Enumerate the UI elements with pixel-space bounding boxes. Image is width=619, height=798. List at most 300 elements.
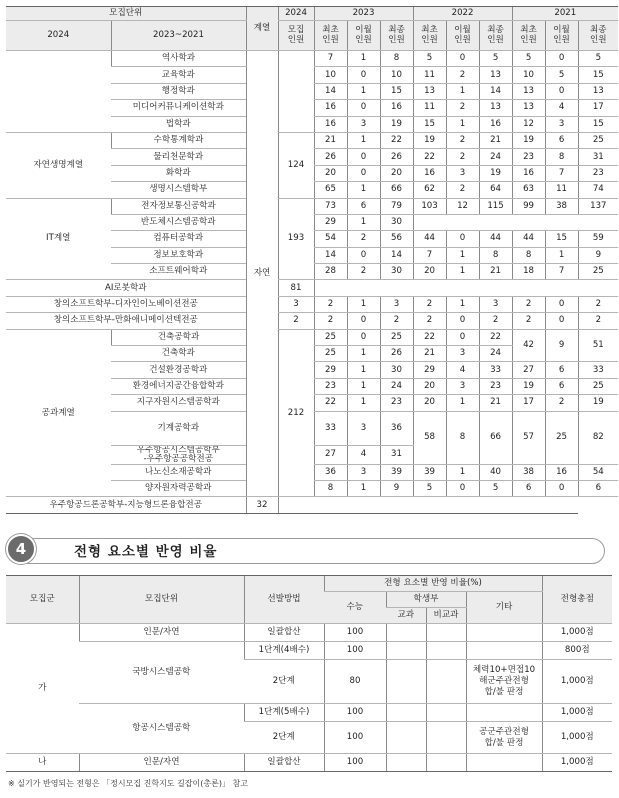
initial-2022: 44 xyxy=(413,231,446,247)
non-curricular-cell xyxy=(426,754,466,772)
initial-2022: 58 xyxy=(413,411,446,464)
transferred-2022: 0 xyxy=(446,481,479,497)
unit-name: 창의소프트학부-디자인이노베이션전공 xyxy=(6,296,246,312)
initial-2023: 73 xyxy=(314,198,347,214)
other-cell xyxy=(466,642,542,660)
transferred-2023: 3 xyxy=(347,411,380,445)
unit-cell: 인문/자연 xyxy=(79,754,244,772)
recruit-count: 81 xyxy=(278,280,314,296)
header-student-record: 학생부 xyxy=(386,592,466,608)
group-label: 자연생명계열 xyxy=(6,132,111,198)
initial-2021: 8 xyxy=(512,247,545,263)
final-2023: 8 xyxy=(380,51,413,67)
initial-2021: 12 xyxy=(512,116,545,132)
transferred-2023: 4 xyxy=(347,445,380,464)
unit-name: 우주항공시스템공학부 -우주항공공학전공 xyxy=(111,445,246,464)
transferred-2021: 3 xyxy=(545,116,578,132)
header-final: 최종 인원 xyxy=(479,21,512,51)
header-non-curricular: 비교과 xyxy=(426,608,466,624)
transferred-2021: 0 xyxy=(545,313,578,329)
transferred-2022: 1 xyxy=(446,395,479,411)
initial-2023: 14 xyxy=(314,247,347,263)
initial-2022: 21 xyxy=(413,346,446,362)
transferred-2023: 0 xyxy=(347,247,380,263)
final-2021: 33 xyxy=(578,362,618,378)
initial-2021: 42 xyxy=(512,329,545,362)
transferred-2022: 4 xyxy=(446,362,479,378)
initial-2021: 23 xyxy=(512,149,545,165)
transferred-2023: 1 xyxy=(347,346,380,362)
final-2023: 19 xyxy=(380,116,413,132)
group-label: 공과계열 xyxy=(6,329,111,497)
empty-cell xyxy=(314,280,618,296)
transferred-2021: 25 xyxy=(545,411,578,464)
header-transferred: 이월 인원 xyxy=(347,21,380,51)
header-ratio: 전형 요소별 반영 비율(%) xyxy=(324,576,542,592)
table-row xyxy=(6,497,618,513)
initial-2022: 39 xyxy=(413,464,446,480)
final-2022: 64 xyxy=(479,182,512,198)
transferred-2021: 0 xyxy=(545,481,578,497)
initial-2022: 16 xyxy=(413,165,446,181)
recruit-count: 193 xyxy=(278,198,314,280)
initial-2023: 10 xyxy=(314,67,347,83)
initial-2022: 20 xyxy=(413,264,446,280)
empty-cell xyxy=(278,497,578,513)
unit-name: 물리천문학과 xyxy=(111,149,246,165)
total-cell: 1,000점 xyxy=(542,754,612,772)
method-cell: 일괄합산 xyxy=(244,624,324,642)
group-na: 나 xyxy=(6,754,79,772)
transferred-2023: 1 xyxy=(347,378,380,394)
initial-2023: 25 xyxy=(314,346,347,362)
transferred-2022: 8 xyxy=(446,411,479,464)
final-2023: 20 xyxy=(380,165,413,181)
transferred-2022: 1 xyxy=(446,247,479,263)
transferred-2022: 1 xyxy=(446,264,479,280)
transferred-2021: 15 xyxy=(545,231,578,247)
unit-cell: 인문/자연 xyxy=(79,624,244,642)
final-2021: 74 xyxy=(578,182,618,198)
method-cell: 1단계(4배수) xyxy=(244,642,324,660)
unit-name: 건축학과 xyxy=(111,346,246,362)
final-2022: 5 xyxy=(479,51,512,67)
transferred-2022: 2 xyxy=(446,67,479,83)
recruit-count: 212 xyxy=(278,329,314,497)
table-row xyxy=(6,280,618,296)
final-2022: 44 xyxy=(479,231,512,247)
final-2022: 21 xyxy=(479,132,512,148)
empty-cell xyxy=(413,214,618,230)
initial-2023: 20 xyxy=(314,165,347,181)
final-2023: 30 xyxy=(380,214,413,230)
initial-2023: 14 xyxy=(314,83,347,99)
header-col-2024: 2024 xyxy=(6,21,111,51)
unit-name: 나노신소재공학과 xyxy=(111,464,246,480)
header-suneung: 수능 xyxy=(324,592,386,624)
final-2022: 115 xyxy=(479,198,512,214)
transferred-2021: 38 xyxy=(545,198,578,214)
unit-name: 지구자원시스템공학과 xyxy=(111,395,246,411)
final-2022: 19 xyxy=(479,165,512,181)
non-curricular-cell xyxy=(426,642,466,660)
initial-2022: 19 xyxy=(413,132,446,148)
initial-2023: 33 xyxy=(314,411,347,445)
header-method: 선발방법 xyxy=(244,576,324,624)
unit-name: 정보보호학과 xyxy=(111,247,246,263)
final-2021: 82 xyxy=(578,411,618,464)
transferred-2022: 0 xyxy=(446,329,479,345)
transferred-2021: 6 xyxy=(545,132,578,148)
initial-2023: 22 xyxy=(314,395,347,411)
initial-2022: 7 xyxy=(413,247,446,263)
unit-cell: 항공시스템공학 xyxy=(79,704,244,754)
final-2021: 6 xyxy=(578,481,618,497)
selection-ratio-table xyxy=(6,575,612,772)
method-cell: 일괄합산 xyxy=(244,754,324,772)
initial-2021: 19 xyxy=(512,378,545,394)
other-cell xyxy=(466,704,542,722)
initial-2022: 62 xyxy=(413,182,446,198)
final-2022: 21 xyxy=(479,395,512,411)
final-2022: 22 xyxy=(479,329,512,345)
final-2021: 25 xyxy=(578,378,618,394)
transferred-2021: 6 xyxy=(545,362,578,378)
unit-name: 반도체시스템공학과 xyxy=(111,214,246,230)
header-final: 최종 인원 xyxy=(578,21,618,51)
header-other: 기타 xyxy=(466,592,542,624)
header-year-2023: 2023 xyxy=(314,7,413,21)
unit-name: 미디어커뮤니케이션학과 xyxy=(111,100,246,116)
initial-2021: 13 xyxy=(512,100,545,116)
initial-2021: 57 xyxy=(512,411,545,464)
other-cell: 체력10+면접10 해군주관전형 합/불 판정 xyxy=(466,660,542,704)
group-label xyxy=(6,51,111,133)
recruit-count: 2 xyxy=(278,313,314,329)
unit-name: 법학과 xyxy=(111,116,246,132)
recruit-count: 124 xyxy=(278,132,314,198)
transferred-2022: 1 xyxy=(446,116,479,132)
header-year-2024: 2024 xyxy=(278,7,314,21)
initial-2023: 21 xyxy=(314,132,347,148)
table-row xyxy=(6,313,618,329)
initial-2022: 20 xyxy=(413,395,446,411)
initial-2021: 10 xyxy=(512,67,545,83)
transferred-2021: 9 xyxy=(545,329,578,362)
suneung-cell: 100 xyxy=(324,722,386,754)
final-2022: 3 xyxy=(479,296,512,312)
transferred-2023: 1 xyxy=(347,182,380,198)
initial-2021: 5 xyxy=(512,51,545,67)
header-final: 최종 인원 xyxy=(380,21,413,51)
total-cell: 1,000점 xyxy=(542,624,612,642)
suneung-cell: 100 xyxy=(324,704,386,722)
table-row xyxy=(6,51,618,67)
transferred-2023: 0 xyxy=(347,149,380,165)
final-2022: 21 xyxy=(479,264,512,280)
initial-2021: 27 xyxy=(512,362,545,378)
transferred-2023: 1 xyxy=(347,51,380,67)
transferred-2023: 1 xyxy=(347,83,380,99)
initial-2023: 16 xyxy=(314,100,347,116)
unit-name: 생명시스템학부 xyxy=(111,182,246,198)
unit-name: 건축공학과 xyxy=(111,329,246,345)
transferred-2023: 1 xyxy=(347,296,380,312)
transferred-2022: 12 xyxy=(446,198,479,214)
final-2021: 25 xyxy=(578,264,618,280)
initial-2023: 25 xyxy=(314,329,347,345)
transferred-2021: 0 xyxy=(545,296,578,312)
final-2022: 13 xyxy=(479,100,512,116)
transferred-2021: 7 xyxy=(545,264,578,280)
final-2022: 23 xyxy=(479,378,512,394)
unit-name: 교육학과 xyxy=(111,67,246,83)
initial-2021: 19 xyxy=(512,132,545,148)
transferred-2023: 6 xyxy=(347,198,380,214)
initial-2022: 11 xyxy=(413,100,446,116)
header-transferred: 이월 인원 xyxy=(545,21,578,51)
series-cell: 자연 xyxy=(246,51,278,497)
final-2023: 10 xyxy=(380,67,413,83)
initial-2022: 13 xyxy=(413,83,446,99)
final-2023: 30 xyxy=(380,264,413,280)
initial-2023: 2 xyxy=(314,296,347,312)
transferred-2022: 3 xyxy=(446,378,479,394)
unit-name: 건설환경공학과 xyxy=(111,362,246,378)
transferred-2021: 4 xyxy=(545,100,578,116)
header-year-2022: 2022 xyxy=(413,7,512,21)
table-row xyxy=(6,132,618,148)
suneung-cell: 80 xyxy=(324,660,386,704)
transferred-2023: 1 xyxy=(347,362,380,378)
initial-2023: 8 xyxy=(314,481,347,497)
final-2023: 23 xyxy=(380,395,413,411)
final-2023: 14 xyxy=(380,247,413,263)
admission-history-table xyxy=(6,6,618,514)
header-unit: 모집단위 xyxy=(79,576,244,624)
suneung-cell: 100 xyxy=(324,754,386,772)
header-transferred: 이월 인원 xyxy=(446,21,479,51)
table-row xyxy=(6,198,618,214)
unit-name: 화학과 xyxy=(111,165,246,181)
transferred-2022: 3 xyxy=(446,165,479,181)
other-cell xyxy=(466,754,542,772)
other-cell xyxy=(466,624,542,642)
transferred-2022: 3 xyxy=(446,346,479,362)
initial-2023: 28 xyxy=(314,264,347,280)
final-2022: 33 xyxy=(479,362,512,378)
final-2023: 30 xyxy=(380,362,413,378)
transferred-2023: 2 xyxy=(347,231,380,247)
recruit-count: 3 xyxy=(278,296,314,312)
unit-name: 우주항공드론공학부-지능형드론융합전공 xyxy=(6,497,246,513)
table-row xyxy=(6,296,618,312)
transferred-2021: 6 xyxy=(545,378,578,394)
final-2021: 13 xyxy=(578,83,618,99)
final-2023: 56 xyxy=(380,231,413,247)
curricular-cell xyxy=(386,660,426,704)
unit-name: 소프트웨어학과 xyxy=(111,264,246,280)
header-group: 모집군 xyxy=(6,576,79,624)
initial-2021: 18 xyxy=(512,264,545,280)
initial-2023: 26 xyxy=(314,149,347,165)
initial-2023: 29 xyxy=(314,362,347,378)
transferred-2021: 5 xyxy=(545,67,578,83)
transferred-2022: 0 xyxy=(446,313,479,329)
final-2021: 9 xyxy=(578,247,618,263)
transferred-2023: 3 xyxy=(347,464,380,480)
final-2021: 31 xyxy=(578,149,618,165)
transferred-2023: 2 xyxy=(347,264,380,280)
initial-2022: 22 xyxy=(413,149,446,165)
final-2023: 39 xyxy=(380,464,413,480)
final-2021: 25 xyxy=(578,132,618,148)
transferred-2023: 1 xyxy=(347,132,380,148)
initial-2023: 23 xyxy=(314,378,347,394)
curricular-cell xyxy=(386,642,426,660)
transferred-2023: 0 xyxy=(347,165,380,181)
initial-2021: 2 xyxy=(512,313,545,329)
section-header xyxy=(6,534,608,564)
method-cell: 2단계 xyxy=(244,722,324,754)
non-curricular-cell xyxy=(426,704,466,722)
header-series: 계열 xyxy=(246,7,278,51)
final-2023: 3 xyxy=(380,296,413,312)
unit-name: 컴퓨터공학과 xyxy=(111,231,246,247)
transferred-2023: 3 xyxy=(347,116,380,132)
initial-2022: 11 xyxy=(413,67,446,83)
unit-name: 환경에너지공간융합학과 xyxy=(111,378,246,394)
final-2021: 15 xyxy=(578,116,618,132)
initial-2021: 6 xyxy=(512,481,545,497)
table-row xyxy=(6,329,618,345)
final-2022: 16 xyxy=(479,116,512,132)
final-2023: 15 xyxy=(380,83,413,99)
final-2023: 26 xyxy=(380,346,413,362)
transferred-2021: 0 xyxy=(545,83,578,99)
initial-2021: 38 xyxy=(512,464,545,480)
final-2023: 79 xyxy=(380,198,413,214)
unit-name: 행정학과 xyxy=(111,83,246,99)
transferred-2022: 2 xyxy=(446,100,479,116)
non-curricular-cell xyxy=(426,660,466,704)
curricular-cell xyxy=(386,722,426,754)
transferred-2021: 0 xyxy=(545,51,578,67)
initial-2021: 99 xyxy=(512,198,545,214)
initial-2021: 63 xyxy=(512,182,545,198)
transferred-2021: 11 xyxy=(545,182,578,198)
final-2021: 51 xyxy=(578,329,618,362)
recruit-count: 32 xyxy=(246,497,278,513)
curricular-cell xyxy=(386,704,426,722)
unit-name: 기계공학과 xyxy=(111,411,246,445)
transferred-2022: 0 xyxy=(446,51,479,67)
initial-2023: 54 xyxy=(314,231,347,247)
transferred-2023: 1 xyxy=(347,395,380,411)
initial-2021: 13 xyxy=(512,83,545,99)
initial-2022: 22 xyxy=(413,329,446,345)
final-2021: 23 xyxy=(578,165,618,181)
final-2023: 9 xyxy=(380,481,413,497)
initial-2022: 2 xyxy=(413,313,446,329)
final-2022: 13 xyxy=(479,67,512,83)
header-curricular: 교과 xyxy=(386,608,426,624)
initial-2022: 29 xyxy=(413,362,446,378)
initial-2022: 5 xyxy=(413,481,446,497)
initial-2023: 2 xyxy=(314,313,347,329)
unit-name: 전자정보통신공학과 xyxy=(111,198,246,214)
header-year-2021: 2021 xyxy=(512,7,618,21)
transferred-2021: 7 xyxy=(545,165,578,181)
initial-2021: 17 xyxy=(512,395,545,411)
method-cell: 1단계(5배수) xyxy=(244,704,324,722)
final-2021: 59 xyxy=(578,231,618,247)
suneung-cell: 100 xyxy=(324,624,386,642)
transferred-2021: 8 xyxy=(545,149,578,165)
total-cell: 1,000점 xyxy=(542,660,612,704)
initial-2022: 15 xyxy=(413,116,446,132)
final-2021: 5 xyxy=(578,51,618,67)
transferred-2023: 0 xyxy=(347,67,380,83)
initial-2021: 44 xyxy=(512,231,545,247)
final-2021: 19 xyxy=(578,395,618,411)
final-2021: 2 xyxy=(578,296,618,312)
final-2021: 54 xyxy=(578,464,618,480)
initial-2022: 5 xyxy=(413,51,446,67)
final-2021: 17 xyxy=(578,100,618,116)
final-2023: 36 xyxy=(380,411,413,445)
non-curricular-cell xyxy=(426,722,466,754)
other-cell: 공군주관전형 합/불 판정 xyxy=(466,722,542,754)
footnote: ※ 실기가 반영되는 전형은 「정시모집 진학지도 길잡이(총론)」 참고 xyxy=(8,779,248,788)
initial-2022: 2 xyxy=(413,296,446,312)
final-2023: 31 xyxy=(380,445,413,464)
total-cell: 1,000점 xyxy=(542,722,612,754)
total-cell: 1,000점 xyxy=(542,704,612,722)
transferred-2022: 2 xyxy=(446,149,479,165)
final-2022: 8 xyxy=(479,247,512,263)
transferred-2023: 1 xyxy=(347,481,380,497)
final-2023: 26 xyxy=(380,149,413,165)
final-2022: 24 xyxy=(479,346,512,362)
final-2022: 24 xyxy=(479,149,512,165)
transferred-2022: 2 xyxy=(446,132,479,148)
header-unit: 모집단위 xyxy=(6,7,246,21)
final-2023: 25 xyxy=(380,329,413,345)
unit-name: 수학통계학과 xyxy=(111,132,246,148)
header-recruit-count: 모집 인원 xyxy=(278,21,314,51)
group-ga: 가 xyxy=(6,624,79,754)
transferred-2023: 0 xyxy=(347,329,380,345)
initial-2021: 2 xyxy=(512,296,545,312)
transferred-2023: 0 xyxy=(347,100,380,116)
initial-2023: 29 xyxy=(314,214,347,230)
transferred-2023: 0 xyxy=(347,313,380,329)
initial-2023: 7 xyxy=(314,51,347,67)
initial-2023: 65 xyxy=(314,182,347,198)
header-initial: 최초 인원 xyxy=(512,21,545,51)
total-cell: 800점 xyxy=(542,642,612,660)
unit-name: 양자원자력공학과 xyxy=(111,481,246,497)
final-2021: 15 xyxy=(578,67,618,83)
unit-name: 창의소프트학부-만화애니메이션텍전공 xyxy=(6,313,246,329)
section-number-badge: 4 xyxy=(6,534,36,564)
final-2022: 40 xyxy=(479,464,512,480)
header-total: 전형총점 xyxy=(542,576,612,624)
initial-2022: 20 xyxy=(413,378,446,394)
transferred-2022: 1 xyxy=(446,83,479,99)
final-2023: 66 xyxy=(380,182,413,198)
